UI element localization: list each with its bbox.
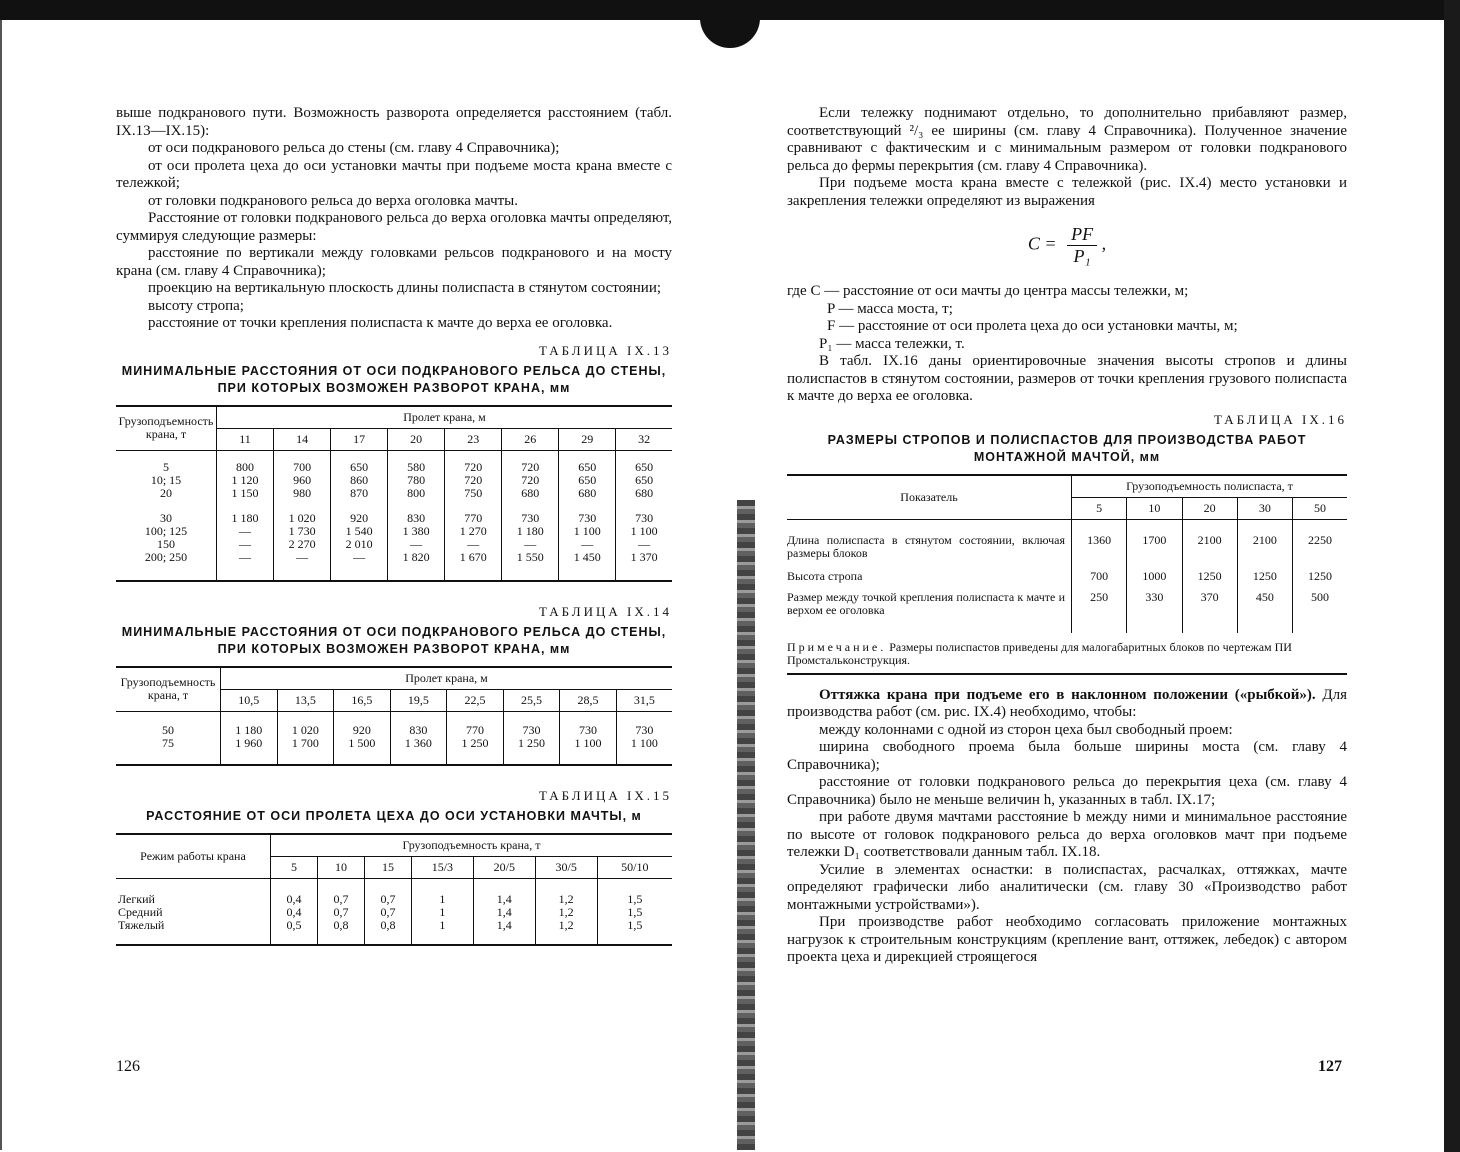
column-header: 50/10 [597, 856, 672, 878]
paragraph: ширина свободного проема была больше ширины моста (см. главу 4 Справочника); [787, 739, 1347, 773]
table-cell: 700 960 980 [293, 459, 312, 500]
legend-line: где C — расстояние от оси мачты до центра массы тележки, м; [787, 283, 1189, 299]
table-ix16 [787, 474, 1347, 633]
column-header: 20/5 [473, 856, 535, 878]
book-left-edge [0, 20, 12, 1150]
paragraph: расстояние по вертикали между головками рельсов подкранового и на мосту крана (см. главу 4 Справочника); [116, 245, 672, 279]
table-label: ТАБЛИЦА IX.16 [1213, 411, 1347, 427]
formula-tail: , [1101, 233, 1107, 254]
table-cell: 1250 [1182, 564, 1237, 587]
paragraph: высоту стропа; [148, 297, 244, 314]
table-cell: 720 720 680 [521, 459, 540, 500]
table-label: ТАБЛИЦА IX.13 [538, 342, 672, 358]
table-cell: 730 1 100 — 1 450 [573, 510, 601, 564]
table-row [787, 564, 1347, 587]
table-cell: 800 1 120 1 150 [231, 459, 259, 500]
column-header: 5 [1072, 497, 1127, 519]
table-cell: 1700 [1127, 519, 1182, 564]
column-header: 22,5 [447, 689, 504, 711]
table-cell: 770 1 250 [461, 722, 489, 750]
table-cell: 0,7 0,7 0,8 [333, 891, 349, 932]
table-row [787, 519, 1347, 564]
column-header: 10 [1127, 497, 1182, 519]
formula [787, 224, 1347, 267]
paragraph: от оси подкранового рельса до стены (см. главу 4 Справочника); [148, 140, 560, 156]
page-number: 126 [116, 1058, 140, 1075]
table-cell: 1 1 1 [439, 891, 446, 932]
table-cell: 330 [1127, 587, 1182, 633]
column-header: 16,5 [334, 689, 391, 711]
column-header: 14 [274, 428, 331, 450]
table-label: ТАБЛИЦА IX.15 [538, 787, 672, 803]
section-heading: Оттяжка крана при подъеме его в наклонном положении («рыбкой»). [819, 686, 1316, 703]
formula-denominator: P₁ [1073, 246, 1091, 266]
table-cell: 1360 [1072, 519, 1127, 564]
column-header: 13,5 [277, 689, 334, 711]
group-header: Пролет крана, м [221, 667, 673, 690]
legend-line: F — расстояние от оси пролета цеха до оси установки мачты, м; [827, 318, 1238, 334]
table-title: МИНИМАЛЬНЫЕ РАССТОЯНИЯ ОТ ОСИ ПОДКРАНОВОГО РЕЛЬСА ДО СТЕНЫ, ПРИ КОТОРЫХ ВОЗМОЖЕН РАЗВОРОТ КРАНА, мм [121, 624, 667, 656]
column-header: 15 [364, 856, 411, 878]
table-cell: 650 860 870 [350, 459, 369, 500]
paragraph: при работе двумя мачтами расстояние b между ними и минимальное расстояние по высоте от головок подкранового рельса до верха оголовков мачт при подъеме тележки D₁ соответствовали данным табл. IX.18. [787, 809, 1347, 860]
group-header: Пролет крана, м [217, 406, 673, 429]
column-header: 11 [217, 428, 274, 450]
book-gutter-curve [700, 18, 760, 48]
table-cell: 1250 [1293, 564, 1347, 587]
paragraph: Если тележку поднимают отдельно, то дополнительно прибавляют размер, соответствующий ²/₃ ее ширины (см. главу 4 Справочника). Полученное значение сравнивают с фактическим и с минимальным размером от головки подкранового рельса до фермы перекрытия (см. главу 4 Справочника). [787, 105, 1347, 174]
note-lead: Примечание. [787, 639, 887, 654]
table-cell: 1000 [1127, 564, 1182, 587]
column-header: 28,5 [560, 689, 617, 711]
table-cell: 770 1 270 — 1 670 [459, 510, 487, 564]
formula-numerator: PF [1067, 224, 1097, 246]
column-header: 10 [317, 856, 364, 878]
table-cell: 1 180 1 960 [235, 722, 263, 750]
column-header: 5 [271, 856, 318, 878]
row-header: Грузоподъемность крана, т [116, 667, 221, 712]
table-cell: 730 1 100 — 1 370 [630, 510, 658, 564]
paragraph: от оси пролета цеха до оси установки мачты при подъеме моста крана вместе с тележкой; [116, 157, 672, 191]
row-label: Размер между точкой крепления полиспаста к мачте и верхом ее оголовка [787, 589, 1065, 617]
table-cell: 830 1 380 — 1 820 [402, 510, 430, 564]
column-header: 20 [388, 428, 445, 450]
column-header: 15/3 [411, 856, 473, 878]
table-title: РАССТОЯНИЕ ОТ ОСИ ПРОЛЕТА ЦЕХА ДО ОСИ УСТАНОВКИ МАЧТЫ, м [146, 808, 642, 823]
table-cell: 250 [1072, 587, 1127, 633]
table-cell: 1,2 1,2 1,2 [558, 891, 574, 932]
paragraph: расстояние от точки крепления полиспаста к мачте до верха ее оголовка. [148, 315, 613, 331]
row-label: Высота стропа [787, 568, 863, 583]
table-ix14 [116, 666, 672, 766]
column-header: 19,5 [390, 689, 447, 711]
book-right-edge [1444, 0, 1460, 1152]
section-heading-rest: Для производства работ (см. рис. IX.4) необходимо, чтобы: [787, 686, 1347, 720]
row-header: Режим работы крана [116, 834, 271, 879]
column-header: 10,5 [221, 689, 278, 711]
column-header: 20 [1182, 497, 1237, 519]
paragraph: Усилие в элементах оснастки: в полиспастах, расчалках, оттяжках, мачте определяют графически либо аналитически (см. главу 30 «Производство работ монтажными устройствами»). [787, 861, 1347, 913]
column-header: 17 [331, 428, 388, 450]
row-label: 5 10; 15 20 [150, 459, 182, 500]
table-cell: 920 1 500 [348, 722, 376, 750]
column-header: 25,5 [503, 689, 560, 711]
column-header: 23 [445, 428, 502, 450]
paragraph: выше подкранового пути. Возможность разворота определяется расстоянием (табл. IX.13—IX.15): [116, 105, 672, 139]
table-row [116, 878, 672, 945]
table-cell: 700 [1072, 564, 1127, 587]
table-cell: 1 020 1 730 2 270 — [288, 510, 316, 564]
paragraph: В табл. IX.16 даны ориентировочные значения высоты стропов и длины полиспастов в стянутом состоянии, размеров от точки крепления грузового полиспаста к мачте до верха ее оголовка. [787, 353, 1347, 404]
table-cell: 0,7 0,7 0,8 [380, 891, 396, 932]
formula-fraction [1067, 224, 1097, 267]
table-note [787, 633, 1347, 675]
paragraph: При производстве работ необходимо согласовать приложение монтажных нагрузок к строительным конструкциям (крепление вант, оттяжек, лебедок) с автором проекта цеха и дирекцией строящегося [787, 914, 1347, 965]
column-header: 26 [502, 428, 559, 450]
table-cell: 370 [1182, 587, 1237, 633]
table-cell: 1 180 — — — [231, 510, 259, 564]
row-label: Легкий Средний Тяжелый [118, 891, 165, 932]
table-row [116, 500, 672, 581]
row-header: Показатель [787, 475, 1072, 520]
table-cell: 730 1 100 [630, 722, 658, 750]
section-paragraph [787, 687, 1347, 722]
table-cell: 1,4 1,4 1,4 [496, 891, 512, 932]
table-cell: 2100 [1182, 519, 1237, 564]
column-header: 31,5 [616, 689, 672, 711]
column-header: 30/5 [535, 856, 597, 878]
column-header: 30 [1237, 497, 1292, 519]
table-ix15 [116, 833, 672, 946]
table-cell: 650 650 680 [578, 459, 597, 500]
table-cell: 580 780 800 [407, 459, 426, 500]
table-label: ТАБЛИЦА IX.14 [538, 603, 672, 619]
column-header: 32 [616, 428, 672, 450]
table-cell: 730 1 250 [518, 722, 545, 750]
paragraph: расстояние от головки подкранового рельса до перекрытия цеха (см. главу 4 Справочника) было не меньше величин h, указанных в табл. IX.17; [787, 774, 1347, 808]
table-cell: 1250 [1237, 564, 1292, 587]
table-cell: 730 1 100 [574, 722, 602, 750]
table-cell: 920 1 540 2 010 — [345, 510, 373, 564]
paragraph: Расстояние от головки подкранового рельса до верха оголовка мачты определяют, суммируя следующие размеры: [116, 210, 672, 244]
paragraph: между колоннами с одной из сторон цеха был свободный проем: [819, 721, 1233, 738]
table-cell: 1,5 1,5 1,5 [627, 891, 643, 932]
note-text: Размеры полиспастов приведены для малогабаритных блоков по чертежам ПИ Промстальконструкция. [787, 639, 1292, 667]
formula-legend [787, 283, 1347, 353]
group-header: Грузоподъемность полиспаста, т [1072, 475, 1348, 498]
book-spine-shadow [737, 500, 755, 1150]
table-title: МИНИМАЛЬНЫЕ РАССТОЯНИЯ ОТ ОСИ ПОДКРАНОВОГО РЕЛЬСА ДО СТЕНЫ, ПРИ КОТОРЫХ ВОЗМОЖЕН РАЗВОРОТ КРАНА, мм [121, 363, 667, 395]
row-label: Длина полиспаста в стянутом состоянии, включая размеры блоков [787, 532, 1065, 560]
table-cell: 500 [1293, 587, 1347, 633]
table-cell: 2250 [1293, 519, 1347, 564]
group-header: Грузоподъемность крана, т [271, 834, 673, 857]
table-title: РАЗМЕРЫ СТРОПОВ И ПОЛИСПАСТОВ ДЛЯ ПРОИЗВОДСТВА РАБОТ МОНТАЖНОЙ МАЧТОЙ, мм [827, 432, 1307, 464]
table-cell: 720 720 750 [464, 459, 483, 500]
table-cell: 830 1 360 [404, 722, 432, 750]
table-row [116, 450, 672, 500]
column-header: 29 [559, 428, 616, 450]
page-number: 127 [1318, 1058, 1342, 1075]
table-row [116, 711, 672, 765]
paragraph: проекцию на вертикальную плоскость длины полиспаста в стянутом состоянии; [148, 280, 662, 296]
right-page [787, 0, 1347, 967]
row-label: 30 100; 125 150 200; 250 [144, 510, 188, 564]
row-header: Грузоподъемность крана, т [116, 406, 217, 451]
legend-line: P₁ — масса тележки, т. [819, 335, 965, 352]
left-page [116, 0, 672, 946]
paragraph: При подъеме моста крана вместе с тележкой (рис. IX.4) место установки и закрепления тележки определяют из выражения [787, 175, 1347, 209]
table-cell: 0,4 0,4 0,5 [286, 891, 302, 932]
formula-lhs: C = [1027, 233, 1057, 254]
table-cell: 730 1 180 — 1 550 [516, 510, 544, 564]
table-cell: 450 [1237, 587, 1292, 633]
table-cell: 1 020 1 700 [291, 722, 319, 750]
table-cell: 2100 [1237, 519, 1292, 564]
table-cell: 650 650 680 [635, 459, 654, 500]
table-row [787, 587, 1347, 633]
row-label: 50 75 [162, 722, 174, 750]
paragraph: от головки подкранового рельса до верха оголовка мачты. [148, 192, 518, 209]
legend-line: P — масса моста, т; [827, 300, 953, 317]
column-header: 50 [1293, 497, 1347, 519]
table-ix13 [116, 405, 672, 582]
